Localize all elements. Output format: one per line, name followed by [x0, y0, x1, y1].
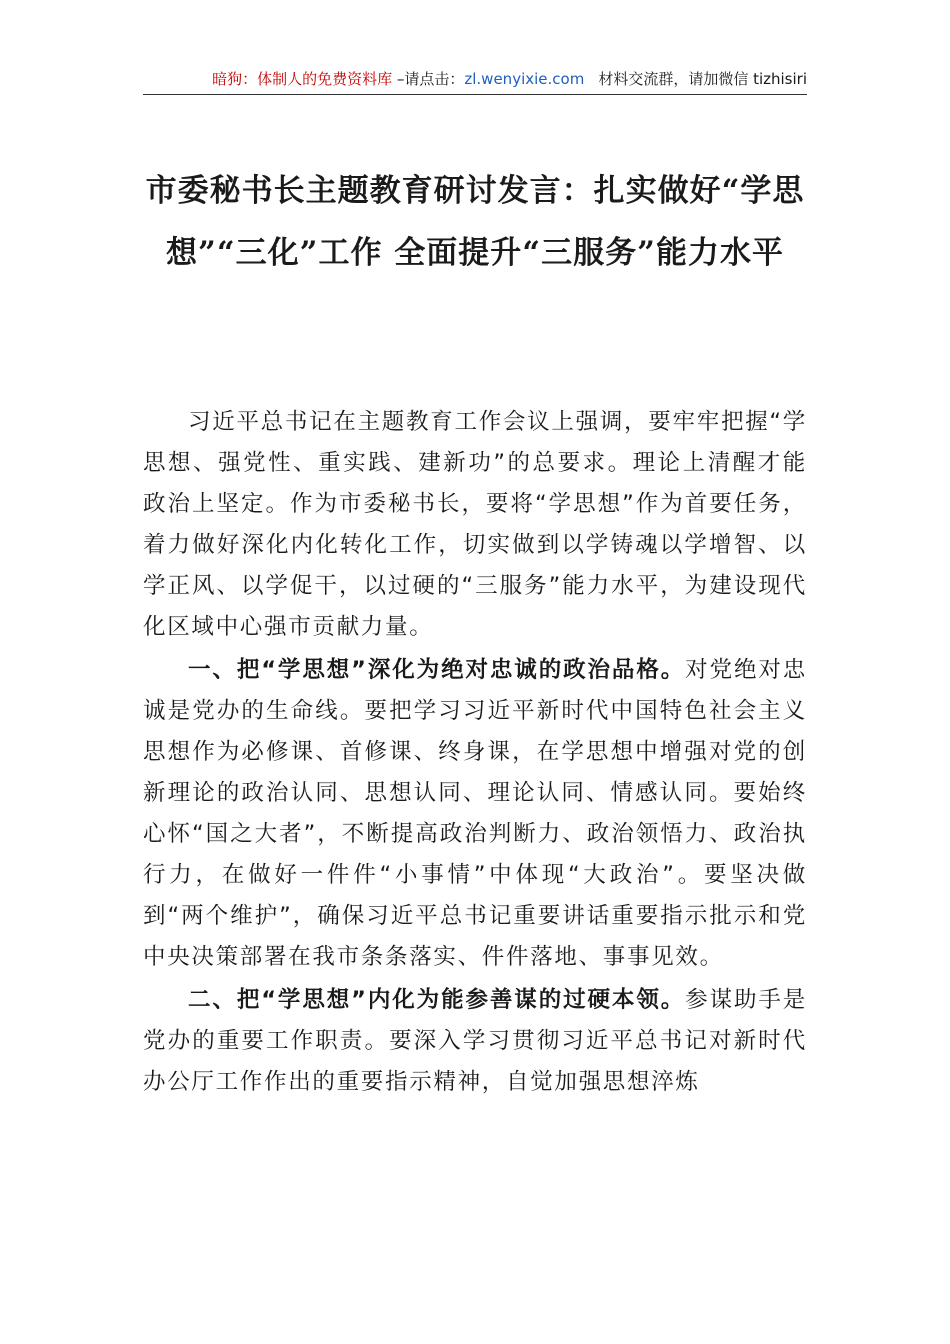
header-url-link[interactable]: zl.wenyixie.com: [464, 70, 585, 88]
section-2-text: 参谋助手是党办的重要工作职责。要深入学习贯彻习近平总书记对新时代办公厅工作作出的重要指示精神，自觉加强思想淬炼: [143, 987, 807, 1095]
section-1-heading: 一、把“学思想”深化为绝对忠诚的政治品格。: [188, 657, 686, 683]
header-brand: 暗狗：体制人的免费资料库: [212, 70, 393, 88]
document-body: [143, 402, 807, 1103]
section-2-heading: 二、把“学思想”内化为能参善谋的过硬本领。: [188, 987, 686, 1013]
header-group-note: 材料交流群，请加微信 tizhisiri: [598, 70, 807, 88]
paragraph-section-2: [143, 980, 807, 1103]
paragraph-intro: [143, 402, 807, 648]
page-header: [143, 64, 807, 95]
paragraph-intro-text: 习近平总书记在主题教育工作会议上强调，要牢牢把握“学思想、强党性、重实践、建新功”的总要求。理论上清醒才能政治上坚定。作为市委秘书长，要将“学思想”作为首要任务，着力做好深化内化转化工作，切实做到以学铸魂以学增智、以学正风、以学促干，以过硬的“三服务”能力水平，为建设现代化区域中心强市贡献力量。: [143, 409, 807, 640]
paragraph-section-1: [143, 650, 807, 978]
header-separator: –请点击：: [392, 70, 465, 88]
document-title: 市委秘书长主题教育研讨发言：扎实做好“学思想”“三化”工作 全面提升“三服务”能力水平: [145, 173, 805, 271]
section-1-text: 对党绝对忠诚是党办的生命线。要把学习习近平新时代中国特色社会主义思想作为必修课、首修课、终身课，在学思想中增强对党的创新理论的政治认同、思想认同、理论认同、情感认同。要始终心怀“国之大者”，不断提高政治判断力、政治领悟力、政治执行力，在做好一件件“小事情”中体现“大政治”。要坚决做到“两个维护”，确保习近平总书记重要讲话重要指示批示和党中央决策部署在我市条条落实、件件落地、事事见效。: [143, 657, 807, 970]
